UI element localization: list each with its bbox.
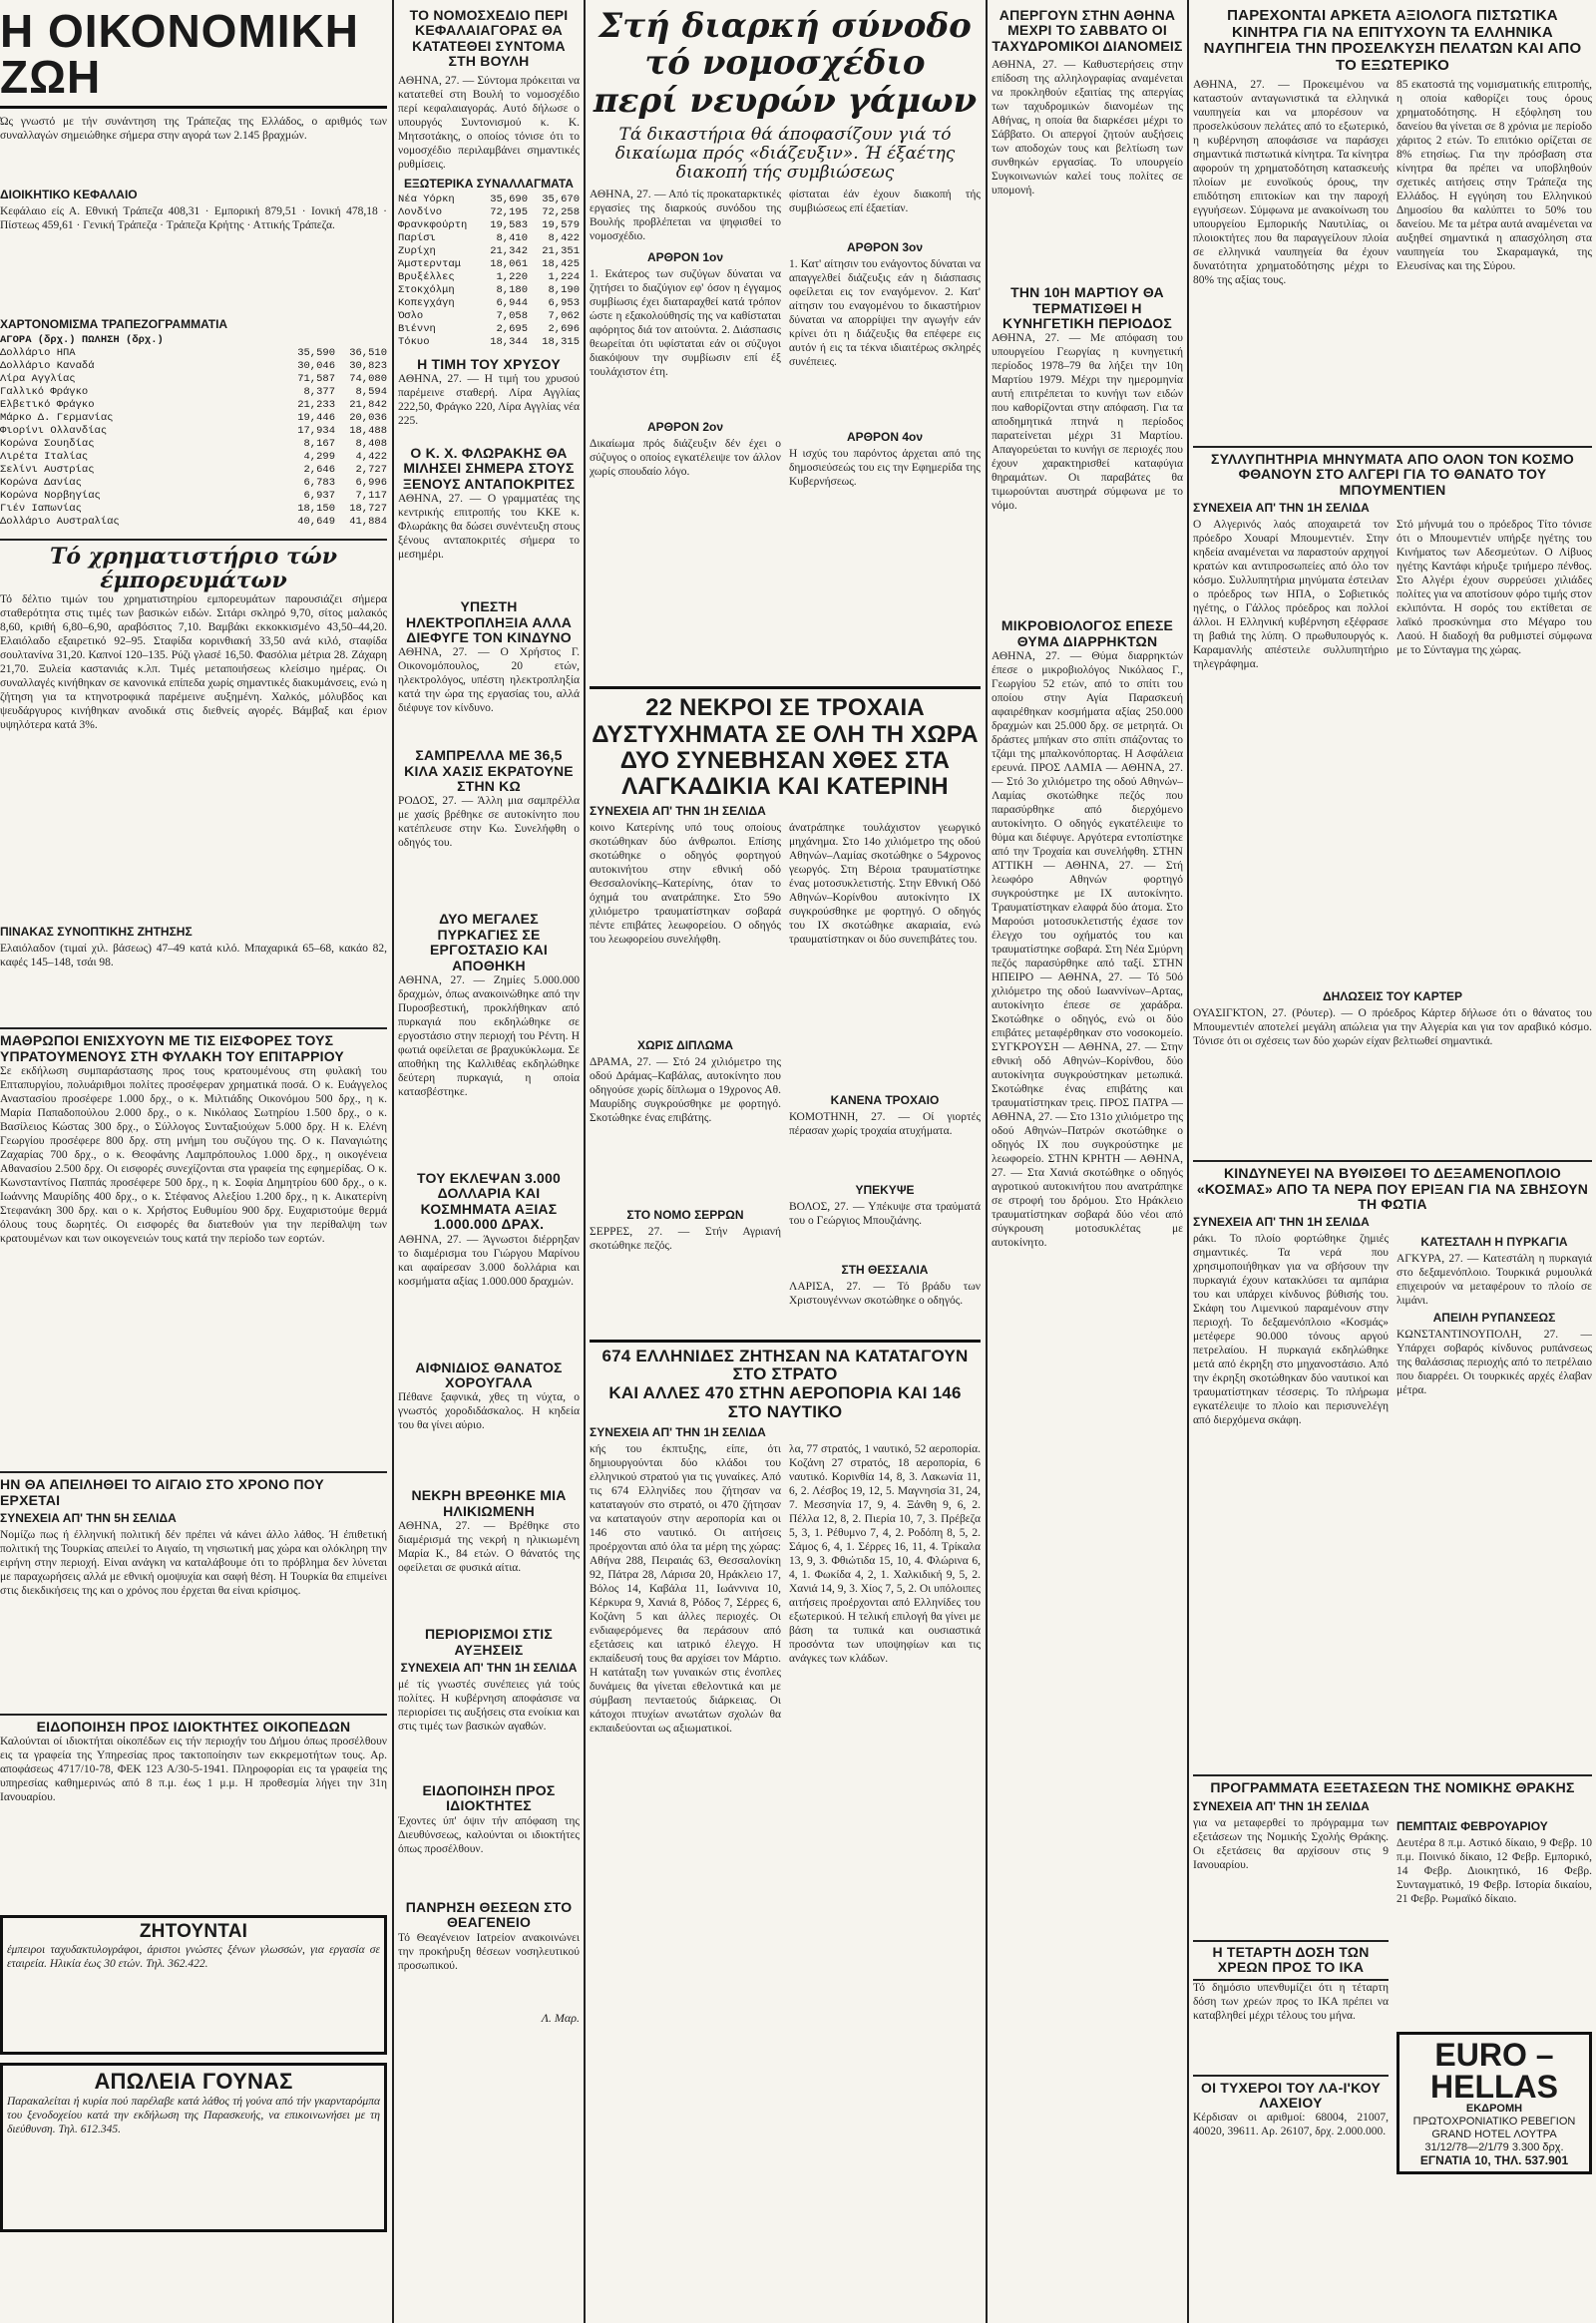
column-local (992, 8, 1183, 2320)
article-text: Δευτέρα 8 π.μ. Αστικό δίκαιο, 9 Φεβρ. 10 π.μ. Ποινικό δίκαιο, 12 Φεβρ. Εμπορικό, 14 Φεβρ. Διοικητικό, 16 Φεβρ. Συνταγματικό, 19 Φεβρ. Ιστορία δικαίου, 21 Φεβρ. Ρωμαϊκό δίκαιο. (1396, 1836, 1592, 1905)
table-row (0, 347, 387, 360)
article-text: Τό δέλτιο τιμών του χρηματιστηρίου εμπορευμάτων παρουσιάζει σήμερα σταθερότητα στις τιμές των βασικών ειδών. Σιτάρι σκληρό 9,70, σίτος μαλακός 8,60, κριθή 6,80–6,90, αραβόσιτος 7,10. Βαμβάκι εκκοκκισμένο 43,50–44,20. Ελαιόλαδο εξαιρετικό 92–95. Σταφίδα κορινθιακή 33,50 ανά κιλό, σταφίδα σουλτανίνα 31,20. Καπνοί 120–135. Ρύζι γλασέ 16,50. Φασόλια μέτρια 28. Ζάχαρη 21,70. Ξυλεία καστανιάς κ.λπ. Τιμές μεταποιήσεως κλείσιμο ημέρας. Οι συναλλαγές κινήθηκαν σε κανονικά επίπεδα χωρίς σημαντικές διακυμάνσεις, ενώ η ζήτηση για τα κτηνοτροφικά παρέμεινε αυξημένη. Χαλκός, μόλυβδος και ψευδάργυρος κινήθηκαν ανοδικά στις διεθνείς αγορές. Βάμβαξ και έριον υψηλότερα κατά 3%. (0, 593, 387, 732)
article-text: ΑΘΗΝΑ, 27. — Ο γραμματέας της κεντρικής επιτροπής του ΚΚΕ κ. Φλωράκης θα δώσει συνέντευξη στους ξένους ανταποκριτές σήμερα το μεσημέρι. (398, 493, 580, 562)
table-cell-value: 8,180 (496, 283, 528, 296)
table-row (398, 245, 580, 258)
article-text: 1. Κατ' αίτησιν του ενάγοντος δύναται να απαγγελθεί διάζευξις εάν η διάσπασις οφείλεται εις τον εναγόμενον. 2. Κατ' αίτησιν του εναγομένου το δικαστήριον δύναται να απορρίψει την αγωγήν εάν κρίνει ότι η διάζευξις θα επέφερε εις αυτόν ή εις τα τέκνα ιδιαιτέρως σκληρές συνέπειες. (789, 258, 981, 369)
article-text: Καλούνται οί ιδιοκτήται οίκοπέδων εις τήν περιοχήν του Δήμου όπως προσέλθουν εις τα γραφεία της Υπηρεσίας προς τακτοποίησιν των εκκρεμοτήτων τους. Αρ. αποφάσεως 4717/10-78, ΦΕΚ 123 Α/30-5-1941. Πληροφορίαι εις τα γραφεία της υπηρεσίας καθημερινώς από 8 π.μ. έως 1 μ.μ. Η προθεσμία λήγει την 31η Ιανουαρίου. (0, 1736, 387, 1804)
headline: Η ΤΙΜΗ ΤΟΥ ΧΡΥΣΟΥ (417, 355, 561, 372)
lead-article-col-a (590, 188, 781, 686)
table-cell-value: 8,410 (496, 231, 528, 244)
article-section: ΔΗΛΩΣΕΙΣ ΤΟΥ ΚΑΡΤΕΡ (1322, 989, 1463, 1004)
article-text: ΚΑΤΕΣΤΑΛΗ Η ΠΥΡΚΑΓΙΑ ΑΓΚΥΡΑ, 27. — Κατεστάλη η πυρκαγιά στο δεξαμενόπλοιο. Τουρκικά ρυμουλκά επιχειρούν να μεταφέρουν το πλοίο σε λιμάνι. ΑΠΕΙΛΗ ΡΥΠΑΝΣΕΩΣ ΚΩΝΣΤΑΝΤΙΝΟΥΠΟΛΗ, 27. — Υπάρχει σοβαρός κίνδυνος ρυπάνσεως της θαλάσσιας περιοχής από το πετρέλαιο που διαρρέει. Οι τουρκικές αρχές έλαβαν μέτρα. (1396, 1235, 1592, 1397)
table-cell-label: Στοκχόλμη (398, 283, 455, 296)
table-cell-value: 19,579 (542, 218, 580, 231)
signature: Λ. Μαρ. (541, 2010, 580, 2025)
article-text: ΑΘΗΝΑ, 27. — Άγνωστοι διέρρηξαν το διαμέρισμα του Γιώργου Μαρίνου και αφαίρεσαν 3.000 δολλάρια και κοσμήματα αξίας 1.000.000 δραχμών. (398, 1233, 580, 1288)
headline: ΟΙ ΤΥΧΕΡΟΙ ΤΟΥ ΛΑ-Ι'ΚΟΥ ΛΑΧΕΙΟΥ (1193, 2075, 1389, 2112)
table-cell-value: 6,783 (303, 477, 335, 489)
headline: ΚΙΝΔΥΝΕΥΕΙ ΝΑ ΒΥΘΙΣΘΕΙ ΤΟ ΔΕΞΑΜΕΝΟΠΛΟΙΟ «ΚΟΣΜΑΣ» ΑΠΟ ΤΑ ΝΕΡΑ ΠΟΥ ΕΡΙΞΑΝ ΓΙΑ ΝΑ ΣΒΗΣΟΥΝ ΤΗ ΦΩΤΙΑ (1193, 1160, 1592, 1212)
article-text: Έχοντες ύπ' όψιν τήν απόφαση της Διευθύνσεως, καλούνται οι ιδιοκτήτες όπως προσέλθουν. (398, 1814, 580, 1855)
table-cell-label: Άμστερνταμ (398, 257, 462, 270)
article-text: Σε εκδήλωση συμπαράστασης προς τους κρατουμένους στη φυλακή του Επταπυργίου, πολυάριθμοι πολίτες προσέφεραν χρηματικά ποσά. Ο κ. Ευάγγελος Αναστασίου προσέφερε 1.000 δρχ., ο κ. Μιλτιάδης Οικονόμου 500 δρχ., η κ. Μαρία Παπαδοπούλου 2.000 δρχ., ο κ. Νικόλαος Σωτηρίου 1.500 δρχ., ο κ. Βασίλειος Κώστας 300 δρχ., ο Σύλλογος Συνταξιούχων 5.000 δρχ. Η κ. Ελένη Γεωργίου προσέφερε 800 δρχ. στη μνήμη του συζύγου της. Ο κ. Παναγιώτης Ζαχαρίας 700 δρχ., ο κ. Θεοφάνης Λαμπρόπουλος 1.000 δρχ., η οικογένεια Αθανασίου 2.500 δρχ. Οι εισφορές συνεχίζονται στα γραφεία της εφημερίδας. Ο κ. Κωνσταντίνος Παππάς προσέφερε 500 δρχ., η κ. Σοφία Δημητρίου 600 δρχ., ο κ. Ιωάννης Μαυρίδης 400 δρχ., ο κ. Στέφανος Αλεξίου 1.200 δρχ., η κ. Αικατερίνη Στεφανάκη 300 δρχ. και ο κ. Χρήστος Ευθυμίου 900 δρχ. Ευχαριστούμε θερμά όλους τους δωρητές. Οι εισφορές θα διατεθούν για την περίθαλψη των κρατουμένων και των οικογενειών τους κατά την περίοδο των εορτών. (0, 1065, 387, 1246)
article-section: ΚΑΤΕΣΤΑΛΗ Η ΠΥΡΚΑΓΙΑ (1420, 1235, 1568, 1250)
headline: ΕΙΔΟΠΟΙΗΣΗ ΠΡΟΣ ΙΔΙΟΚΤΗΤΕΣ (422, 1781, 556, 1814)
lead-article-columns (590, 188, 981, 686)
continuation-note: ΣΥΝΕΧΕΙΑ ΑΠ' ΤΗΝ 5Η ΣΕΛΙΔΑ (0, 1510, 177, 1525)
table-cell-label: Όσλο (398, 309, 424, 322)
ad-line: ΕΚΔΡΟΜΗ (1465, 2102, 1523, 2115)
table-cell-value: 20,036 (349, 412, 387, 424)
headline: ΑΠΕΡΓΟΥΝ ΣΤΗΝ ΑΘΗΝΑ ΜΕΧΡΙ ΤΟ ΣΑΒΒΑΤΟ ΟΙ ΤΑΧΥΔΡΟΜΙΚΟΙ ΔΙΑΝΟΜΕΙΣ (992, 8, 1183, 54)
lead-headline-line3: περί νευρών γάμων (593, 80, 978, 121)
ad-title: EURO – HELLAS (1430, 2036, 1558, 2105)
exchange-table (398, 194, 580, 349)
table-cell-label: Δολλάριο Αυστραλίας (0, 516, 120, 528)
column-rule (392, 0, 394, 2323)
article-text: ΑΘΗΝΑ, 27. — Η τιμή του χρυσού παρέμεινε σταθερή. Λίρα Αγγλίας 222,50, Φράγκο 220, Λίρα Αγγλίας νέα 225. (398, 372, 580, 427)
article-columns (1193, 1816, 1592, 2195)
table-cell-label: Φιορίνι Ολλανδίας (0, 425, 108, 437)
table-cell-value: 7,058 (496, 309, 528, 322)
table-cell-value: 2,695 (496, 322, 528, 335)
table-cell-label: Λιρέτα Ιταλίας (0, 451, 89, 463)
column-rule (986, 0, 988, 2323)
table-cell-value: 74,080 (349, 373, 387, 385)
section-heading: ΠΙΝΑΚΑΣ ΣΥΝΟΠΤΙΚΗΣ ΖΗΤΗΣΗΣ (0, 925, 193, 940)
article-text: ΑΘΗΝΑ, 27. — Από τίς προκαταρκτικές εργασίες της διαρκούς συνόδου της Βουλής προβλέπεται να ψηφισθεί το νομοσχέδιο. (590, 189, 781, 243)
table-cell-label: Κορώνα Δανίας (0, 477, 82, 489)
article-text: Ο Αλγερινός λαός αποχαιρετά τον πρόεδρο Χουαρί Μπουμεντιέν. Στην κηδεία αναμένεται να παραστούν αρχηγοί κρατών και αντιπροσωπείες από όλο τον κόσμο. Συλλυπητήρια μηνύματα έστειλαν ο πρόεδρος των ΗΠΑ, ο Σοβιετικός ηγέτης, ο Γάλλος πρόεδρος και πολλοί άλλοι. Η Ελληνική κυβέρνηση εξέφρασε τη βαθιά της λύπη. Ο πρωθυπουργός κ. Καραμανλής απέστειλε συλλυπητήριο τηλεγράφημα. (1193, 519, 1389, 671)
article-text: ΑΘΗΝΑ, 27. — Ζημίες 5.000.000 δραχμών, όπως ανακοινώθηκε από την Πυροσβεστική, προκλήθηκαν από πυρκαγιά που εκδηλώθηκε σε εργοστάσιο στην περιοχή του Ρέντη. Η φωτιά οφείλεται σε βραχυκύκλωμα. Σε αποθήκη της Καλλιθέας εκδηλώθηκε δεύτερη πυρκαγιά, η οποία κατασβέστηκε. (398, 974, 580, 1099)
article-text: ΟΥΑΣΙΓΚΤΟΝ, 27. (Ρόυτερ). — Ο πρόεδρος Κάρτερ δήλωσε ότι ο θάνατος του Μπουμεντιέν αποτελεί μεγάλη απώλεια για την Αλγερία και για τον αραβικό κόσμο. Τόνισε ότι οι σχέσεις των δύο χωρών είχαν βελτιωθεί σημαντικά. (1193, 1007, 1592, 1048)
table-row (0, 360, 387, 373)
article-section: ΚΑΝΕΝΑ ΤΡΟΧΑΙΟ (830, 1092, 940, 1107)
article-text: ΑΘΗΝΑ, 27. — Σύντομα πρόκειται να κατατεθεί στη Βουλή το νομοσχέδιο περί κεφαλαιαγοράς. Αυτό δήλωσε ο υπουργός Συντονισμού κ. Κ. Μητσοτάκης, ο οποίος τόνισε ότι το νομοσχέδιο περιλαμβάνει σημαντικές ρυθμίσεις. (398, 74, 580, 171)
table-cell-value: 72,195 (490, 205, 528, 218)
table-row (398, 310, 580, 323)
table-cell-value: 6,953 (548, 296, 580, 309)
table-cell-label: Βρυξέλλες (398, 270, 455, 283)
table-row (0, 425, 387, 438)
article-section: ΑΠΕΙΛΗ ΡΥΠΑΝΣΕΩΣ (1432, 1311, 1556, 1326)
article-section: ΧΩΡΙΣ ΔΙΠΛΩΜΑ (637, 1037, 733, 1052)
table-cell-value: 2,646 (303, 464, 335, 476)
column-center (590, 8, 981, 2320)
article-text: 1. Εκάτερος των συζύγων δύναται να ζητήσει το διαζύγιον εφ' όσον η έγγαμος συμβίωσις έχει διαταραχθεί κατά τρόπον ώστε η εξακολούθησίς της να καθίσταται αφόρητος διά τον αιτούντα. 2. Διάσπασις θεωρείται ότι υφίσταται εάν οι σύζυγοι διακόψουν την συμβίωσιν επί έξ τουλάχιστον έτη. (590, 268, 781, 379)
headline: ΥΠΕΣΤΗ ΗΛΕΚΤΡΟΠΛΗΞΙΑ ΑΛΛΑ ΔΙΕΦΥΓΕ ΤΟΝ ΚΙΝΔΥΝΟ (405, 598, 573, 645)
article-text: ΣΕΡΡΕΣ, 27. — Στήν Αγριανή σκοτώθηκε πεζός. (590, 1225, 781, 1252)
article-text: Η ισχύς του παρόντος άρχεται από της δημοσιεύσεώς του εις την Εφημερίδα της Κυβερνήσεως. (789, 448, 981, 489)
ad-line: GRAND HOTEL ΛΟΥΤΡΑ (1431, 2128, 1557, 2140)
table-row (0, 490, 387, 503)
table-row (0, 386, 387, 399)
table-header: ΑΓΟΡΑ (δρχ.) ΠΩΛΗΣΗ (δρχ.) (0, 334, 164, 346)
article-text: ΡΟΔΟΣ, 27. — Άλλη μια σαμπρέλλα με χασίς βρέθηκε σε αυτοκίνητο που κατέπλευσε στην Κω. Συνελήφθη ο οδηγός του. (398, 795, 580, 850)
article-text: Ελαιόλαδον (τιμαί χιλ. βάσεως) 47–49 κατά κιλό. Μπαχαρικά 65–68, κακάο 82, καφές 145–148, τσάι 98. (0, 943, 387, 969)
article-text: για να μεταφερθεί το πρόγραμμα των εξετάσεων της Νομικής Σχολής Θράκης. Οι εξετάσεις θα αρχίσουν στις 9 Ιανουαρίου. (1193, 1816, 1389, 1871)
table-row (0, 373, 387, 386)
headline: ΔΥΟ ΜΕΓΑΛΕΣ ΠΥΡΚΑΓΙΕΣ ΣΕ ΕΡΓΟΣΤΑΣΙΟ ΚΑΙ ΑΠΟΘΗΚΗ (430, 911, 548, 973)
table-cell-value: 19,583 (490, 218, 528, 231)
article-text: ΑΘΗΝΑ, 27. — Με απόφαση του υπουργείου Γεωργίας η κυνηγετική περίοδος 1978–79 θα λήξει την 10η Μαρτίου 1979. Μέχρι την ημερομηνία αυτή επιτρέπεται το κυνήγι των ειδών που καθορίζονται στην απόφαση. Για τα αποδημητικά πτηνά η περίοδος παρατείνεται μέχρι 31 Μαρτίου. Απαγορεύεται το κυνήγι σε περιοχές που έχουν χαρακτηρισθεί καταφύγια θηραμάτων. Οι παραβάτες θα τιμωρούνται αυστηρά σύμφωνα με το νόμο. (992, 332, 1183, 513)
table-row (398, 271, 580, 284)
table-cell-value: 35,670 (542, 193, 580, 205)
article-text: Τό δημόσιο υπενθυμίζει ότι η τέταρτη δόση των χρεών προς το ΙΚΑ πρέπει να καταβληθεί μέχρι τέλους του μήνα. (1193, 1981, 1389, 2022)
section-heading: ΧΑΡΤΟΝΟΜΙΣΜΑ ΤΡΑΠΕΖΟΓΡΑΜΜΑΤΙΑ (0, 317, 228, 331)
headline: ΑΙΦΝΙΔΙΟΣ ΘΑΝΑΤΟΣ ΧΟΡΟΥΓΑΛΑ (415, 1358, 563, 1390)
article-text: Ώς γνωστό με τήν συνάντηση της Τράπεζας της Ελλάδος, ο αριθμός των συναλλαγών σημειώθηκε σήμερα στην αγορά των 2.145 βραχμών. (0, 116, 387, 142)
article-text: λα, 77 στρατός, 1 ναυτικό, 52 αεροπορία. Κοζάνη 27 στρατός, 18 αεροπορία, 6 ναυτικό. Κορινθία 14, 8, 3. Λακωνία 11, 6, 2. Λέσβος 19, 12, 5. Μαγνησία 31, 24, 7. Μεσσηνία 17, 9, 4. Ξάνθη 9, 6, 2. Πέλλα 12, 8, 2. Πιερία 10, 7, 3. Πρέβεζα 5, 3, 1. Ρέθυμνο 7, 4, 2. Ροδόπη 8, 5, 2. Σάμος 6, 4, 1. Σέρρες 16, 11, 4. Τρίκαλα 13, 9, 3. Φθιώτιδα 15, 10, 4. Φλώρινα 6, 4, 1. Φωκίδα 4, 2, 1. Χαλκιδική 9, 5, 2. Χανιά 14, 9, 3. Χίος 7, 5, 2. Οι υπόλοιπες αιτήσεις προέρχονται από Ελληνίδες του εξωτερικού. Η τελική επιλογή θα γίνει με βάση τα τυπικά και ουσιαστικά προσόντα των υποψηφίων και τις ανάγκες των κλάδων. (789, 1442, 981, 1665)
article-text: κής του έκπτυξης, είπε, ότι δημιουργούνται δύο κλάδοι του ελληνικού στρατού για τις γυναίκες. Από τις 674 Ελληνίδες που ζήτησαν να καταταγούν στο στρατό, οι 470 ζήτησαν να καταταγούν στην αεροπορία και οι 146 στο ναυτικό. Οι αιτήσεις προέρχονται από όλα τα μέρη της χώρας: Αθήνα 288, Πειραιάς 63, Θεσσαλονίκη 92, Πάτρα 28, Λάρισα 20, Ηράκλειο 17, Βόλος 14, Καβάλα 11, Ιωάννινα 10, Κέρκυρα 9, Χανιά 8, Ρόδος 7, Σέρρες 6, Κοζάνη 5 και άλλες περιοχές. Οι ενδιαφερόμενες θα περάσουν από εξετάσεις και ιατρικό έλεγχο. Η εκπαίδευσή τους θα αρχίσει τον Μάρτιο. Η κατάταξη των γυναικών στις ένοπλες δυνάμεις θα γίνεται εθελοντικά και με σύμβαση πενταετούς διάρκειας. Οι κάτοχοι πτυχίων ανωτάτων σχολών θα εκπαιδεύονται ως αξιωματικοί. (590, 1442, 781, 1735)
table-cell-label: Κοπεγχάγη (398, 296, 455, 309)
table-row (398, 284, 580, 297)
table-cell-value: 8,408 (355, 438, 387, 450)
advertisement (1396, 2032, 1592, 2174)
column-rule (584, 0, 586, 2323)
article-text: Νομίζω πως ή έλληνική πολιτική δέν πρέπει νά κάνει άλλο λάθος. Ή έπιθετική πολιτική της Τουρκίας απειλεί το Αιγαίο, τη νησιωτική μας χώρα και ολόκληρη την ειρήνη στην περιοχή. Είναι ανάγκη να καταλάβουμε ότι το πρόβλημα δεν λύνεται με παραχωρήσεις αλλά με εθνική ομοψυχία και σαφή θέση. Η Τουρκία θα επιμείνει στις διεκδικήσεις της και ο χρόνος που έρχεται θα είναι κρίσιμος. (0, 1528, 387, 1597)
table-row (398, 219, 580, 232)
table-cell-value: 17,934 (297, 425, 335, 437)
big-headline-line1: 22 ΝΕΚΡΟΙ ΣΕ ΤΡΟΧΑΙΑ ΔΥΣΤΥΧΗΜΑΤΑ ΣΕ ΟΛΗ ΤΗ ΧΩΡΑ (590, 686, 981, 748)
column-economic-life (0, 8, 387, 2320)
continuation-note: ΣΥΝΕΧΕΙΑ ΑΠ' ΤΗΝ 1Η ΣΕΛΙΔΑ (400, 1660, 578, 1675)
article-text: ΔΡΑΜΑ, 27. — Στό 24 χιλιόμετρο της οδού Δράμας–Καβάλας, αυτοκίνητο που οδηγούσε χωρίς δίπλωμα ο 19χρονος Αθ. Μαυρίδης συγκρούσθηκε με φορτηγό. Σκοτώθηκε ένας επιβάτης. (590, 1055, 781, 1124)
currency-table (0, 347, 387, 529)
table-cell-value: 18,727 (349, 503, 387, 515)
article-text: άνατράπηκε τουλάχιστον γεωργικό μηχάνημα. Στο 14ο χιλιόμετρο της οδού Αθηνών–Λαμίας σκοτώθηκε ο 54χρονος γεωργός. Στη Βέροια τραυματίστηκε ένας μοτοσυκλετιστής. Στην Εθνική Οδό Αθηνών–Κορίνθου αυτοκίνητο ΙΧ συγκρούσθηκε με φορτηγό. Ο οδηγός του ΙΧ σκοτώθηκε ακαριαία, ενώ τραυματίστηκαν οι δύο συνεπιβάτες του. (789, 821, 981, 946)
table-cell-label: Δολλάριο Καναδά (0, 360, 95, 372)
table-cell-value: 41,884 (349, 516, 387, 528)
table-cell-value: 40,649 (297, 516, 335, 528)
article-section: ΑΡΘΡΟΝ 3ον (846, 240, 924, 255)
table-row (398, 323, 580, 336)
table-row (0, 451, 387, 464)
headline: ΣΥΛΛΥΠΗΤΗΡΙΑ ΜΗΝΥΜΑΤΑ ΑΠΟ ΟΛΟΝ ΤΟΝ ΚΟΣΜΟ ΦΘΑΝΟΥΝ ΣΤΟ ΑΛΓΕΡΙ ΓΙΑ ΤΟ ΘΑΝΑΤΟ ΤΟΥ ΜΠΟΥΜΕΝΤΙΕΝ (1193, 446, 1592, 498)
continuation-note: ΣΥΝΕΧΕΙΑ ΑΠ' ΤΗΝ 1Η ΣΕΛΙΔΑ (1193, 501, 1370, 516)
article-text: Τό Θεαγένειον Ιατρείον ανακοινώνει την προκήρυξη θέσεων νοσηλευτικού προσωπικού. (398, 1931, 580, 1972)
table-row (0, 477, 387, 490)
column-world (1193, 8, 1592, 2320)
article-text: ΑΘΗΝΑ, 27. — Προκειμένου να καταστούν ανταγωνιστικά τα ελληνικά ναυπηγεία και να μπορέσουν να προσελκύσουν πελάτες από το εξωτερικό, η κυβέρνηση αποφάσισε να παράσχει σημαντικά πιστωτικά κίνητρα. Τα κίνητρα αφορούν τη χρηματοδότηση κατασκευής πλοίων με ευνοϊκούς όρους, την επιδότηση επιτοκίων και την παροχή εγγυήσεων. Σύμφωνα με ανακοίνωση του υπουργείου Εμπορικής Ναυτιλίας, οι πλοιοκτήτες που θα παραγγείλουν πλοία σε ελληνικά ναυπηγεία θα έχουν δυνατότητα χρηματοδότησης μέχρι το 80% της αξίας τους. (1193, 79, 1389, 286)
table-cell-value: 1,220 (496, 270, 528, 283)
table-cell-label: Λίρα Αγγλίας (0, 373, 76, 385)
table-row (398, 336, 580, 349)
headline: ΜΙΚΡΟΒΙΟΛΟΓΟΣ ΕΠΕΣΕ ΘΥΜΑ ΔΙΑΡΡΗΚΤΩΝ (1000, 617, 1174, 649)
table-cell-value: 35,590 (297, 347, 335, 359)
table-cell-value: 7,117 (355, 490, 387, 502)
article-text: ΑΘΗΝΑ, 27. — Ο Χρήστος Γ. Οικονομόπουλος, 20 ετών, ηλεκτρολόγος, υπέστη ηλεκτροπληξία κατά την ώρα της εργασίας του, αλλά διέφυγε τον κίνδυνο. (398, 646, 580, 715)
article-text: Δικαίωμα πρός διάζευξιν δέν έχει ο σύζυγος ο οποίος εγκατέλειψε τον άλλον χωρίς σπουδαίο λόγο. (590, 438, 781, 479)
article-section: ΣΤΗ ΘΕΣΣΑΛΙΑ (841, 1262, 929, 1277)
headline: Ο Κ. Χ. ΦΛΩΡΑΚΗΣ ΘΑ ΜΙΛΗΣΕΙ ΣΗΜΕΡΑ ΣΤΟΥΣ ΞΕΝΟΥΣ ΑΝΤΑΠΟΚΡΙΤΕΣ (402, 444, 576, 492)
table-cell-label: Γαλλικό Φράγκο (0, 386, 89, 398)
article-section: ΑΡΘΡΟΝ 4ον (846, 430, 924, 445)
article-text: ΛΑΡΙΣΑ, 27. — Τό βράδυ των Χριστουγέννων σκοτώθηκε ο οδηγός. (789, 1280, 981, 1307)
table-cell-value: 2,727 (355, 464, 387, 476)
table-cell-label: Ζυρίχη (398, 244, 436, 257)
section-heading: ΜΑΘΡΩΠΟΙ ΕΝΙΣΧΥΟΥΝ ΜΕ ΤΙΣ ΕΙΣΦΟΡΕΣ ΤΟΥΣ ΥΠΡΑΤΟΥΜΕΝΟΥΣ ΣΤΗ ΦΥΛΑΚΗ ΤΟΥ ΕΠΙΤΑΡΡΙΟΥ (0, 1027, 387, 1064)
article-section: ΠΕΜΠΤΑΙΣ ΦΕΒΡΟΥΑΡΙΟΥ (1396, 1818, 1548, 1833)
table-cell-value: 21,233 (297, 399, 335, 411)
article-text: Πέθανε ξαφνικά, χθες τη νύχτα, ο γνωστός χοροδιδάσκαλος. Η κηδεία του θα γίνει αύριο. (398, 1391, 580, 1432)
army-headline-line2: ΚΑΙ ΑΛΛΕΣ 470 ΣΤΗΝ ΑΕΡΟΠΟΡΙΑ ΚΑΙ 146 ΣΤΟ ΝΑΥΤΙΚΟ (608, 1383, 962, 1421)
table-row (0, 516, 387, 529)
article-columns (1193, 1232, 1592, 1770)
article-text: ΒΟΛΟΣ, 27. — Υπέκυψε στα τραύματά του ο Γεώργιος Μπουζιάνης. (789, 1200, 981, 1227)
table-cell-value: 1,224 (548, 270, 580, 283)
table-cell-value: 4,299 (303, 451, 335, 463)
headline: Η ΤΕΤΑΡΤΗ ΔΟΣΗ ΤΩΝ ΧΡΕΩΝ ΠΡΟΣ ΤΟ ΙΚΑ (1193, 1940, 1389, 1981)
table-cell-label: Τόκυο (398, 335, 430, 348)
table-row (398, 194, 580, 206)
article-text: κοινο Κατερίνης υπό τους οποίους σκοτώθηκαν δύο άνθρωποι. Επίσης σκοτώθηκε ο οδηγός φορτηγού αυτοκινήτου στην εθνική οδό Θεσσαλονίκης–Κατερίνης, όταν το όχημά του ανατράπηκε. Στο 59ο χιλιόμετρο τραυματίστηκαν σοβαρά πέντε επιβάτες λεωφορείου. Ο οδηγός του λεωφορείου συνελήφθη. (590, 821, 781, 946)
table-cell-value: 7,062 (548, 309, 580, 322)
table-cell-value: 35,690 (490, 193, 528, 205)
headline: ΤΟΥ ΕΚΛΕΨΑΝ 3.000 ΔΟΛΛΑΡΙΑ ΚΑΙ ΚΟΣΜΗΜΑΤΑ ΑΞΙΑΣ 1.000.000 ΔΡΑΧ. (416, 1170, 562, 1233)
continuation-note: ΣΥΝΕΧΕΙΑ ΑΠ' ΤΗΝ 1Η ΣΕΛΙΔΑ (590, 1424, 766, 1439)
article-text: μέ τίς γνωστές συνέπειες γιά τούς πολίτες. Η κυβέρνηση αποφάσισε να περιορίσει τις αυξήσεις στα ενοίκια και στις τιμές των βασικών αγαθών. (398, 1678, 580, 1733)
table-cell-value: 18,061 (490, 257, 528, 270)
classified-ad (0, 2063, 387, 2232)
table-row (398, 232, 580, 245)
table-cell-label: Λονδίνο (398, 205, 443, 218)
accidents-col-a (590, 821, 781, 1340)
article-text: 85 εκατοστά της νομισματικής επιτροπής, η οποία καθορίζει τους όρους χρηματοδότησης. Η εξόφληση του δανείου θα γίνεται σε 8 χρόνια με περίοδο χάριτος 2 ετών. Το επιτόκιο ορίζεται σε 8% ετησίως. Για την πρόσβαση στα κίνητρα θα πρέπει να υποβληθούν σχετικές αιτήσεις στην Τράπεζα της Ελλάδος. Η εγγύηση του Ελληνικού Δημοσίου θα καλύπτει το 50% του δανείου. Με τα μέτρα αυτά αναμένεται να αυξηθεί σημαντικά η απασχόληση στα ναυπηγεία του Σκαραμαγκά, της Ελευσίνας και της Σύρου. (1396, 79, 1592, 272)
exam-col (1193, 1816, 1389, 2195)
article-text: ΑΘΗΝΑ, 27. — Καθυστερήσεις στην επίδοση της αλληλογραφίας αναμένεται να προκληθούν εξαιτίας της απεργίας των ταχυδρομικών διανομέων της Αθήνας, η οποία θα διαρκέσει μέχρι το Σάββατο. Οι απεργοί ζητούν αυξήσεις των αποδοχών τους και βελτίωση των συνθηκών εργασίας. Το υπουργείο Συγκοινωνιών καλεί τους πολίτες σε υπομονή. (992, 59, 1183, 197)
headline: ΣΑΜΠΡΕΛΛΑ ΜΕ 36,5 ΚΙΛΑ ΧΑΣΙΣ ΕΚΡΑΤΟΥΝΕ ΣΤΗΝ ΚΩ (404, 747, 574, 795)
article-text: ΑΘΗΝΑ, 27. — Βρέθηκε στο διαμέρισμά της νεκρή η ηλικιωμένη Μαρία Κ., 84 ετών. Ο θάνατός της οφείλεται σε φυσικά αίτια. (398, 1520, 580, 1575)
table-row (398, 297, 580, 310)
table-cell-value: 19,446 (297, 412, 335, 424)
table-cell-label: Βιέννη (398, 322, 436, 335)
article-text: Κέρδισαν οι αριθμοί: 68004, 21007, 40020, 39611. Αρ. 26107, δρχ. 2.000.000. (1193, 2112, 1389, 2138)
table-cell-value: 21,351 (542, 244, 580, 257)
accidents-col-b (789, 821, 981, 1340)
table-row (0, 503, 387, 516)
table-cell-value: 6,944 (496, 296, 528, 309)
table-cell-value: 18,315 (542, 335, 580, 348)
table-cell-value: 8,190 (548, 283, 580, 296)
article-section: ΣΤΟ ΝΟΜΟ ΣΕΡΡΩΝ (626, 1207, 744, 1222)
table-cell-label: Γιέν Ιαπωνίας (0, 503, 82, 515)
headline: ΤΗΝ 10Η ΜΑΡΤΙΟΥ ΘΑ ΤΕΡΜΑΤΙΣΘΕΙ Η ΚΥΝΗΓΕΤΙΚΗ ΠΕΡΙΟΔΟΣ (1002, 284, 1172, 331)
section-heading: Τό χρηματιστήριο τών έμπορευμάτων (0, 539, 387, 592)
table-cell-value: 8,594 (355, 386, 387, 398)
headline: ΠΕΡΙΟΡΙΣΜΟΙ ΣΤΙΣ ΑΥΞΗΣΕΙΣ (425, 1626, 553, 1658)
section-heading: ΗΝ ΘΑ ΑΠΕΙΛΗΘΕΙ ΤΟ ΑΙΓΑΙΟ ΣΤΟ ΧΡΟΝΟ ΠΟΥ ΕΡΧΕΤΑΙ (0, 1471, 387, 1508)
table-cell-label: Κορώνα Νορβηγίας (0, 490, 101, 502)
table-cell-value: 30,823 (349, 360, 387, 372)
table-cell-label: Δολλάριο ΗΠΑ (0, 347, 76, 359)
table-cell-value: 8,167 (303, 438, 335, 450)
article-columns (1193, 518, 1592, 986)
article-text: ΚΟΜΟΤΗΝΗ, 27. — Οί γιορτές πέρασαν χωρίς τροχαία ατυχήματα. (789, 1110, 981, 1137)
continuation-note: ΣΥΝΕΧΕΙΑ ΑΠ' ΤΗΝ 1Η ΣΕΛΙΔΑ (1193, 1215, 1370, 1230)
table-cell-value: 4,422 (355, 451, 387, 463)
ad-phone: ΕΓΝΑΤΙΑ 10, ΤΗΛ. 537.901 (1419, 2152, 1569, 2167)
article-text: Στό μήνυμά του ο πρόεδρος Τίτο τόνισε ότι ο Μπουμεντιέν υπήρξε ηγέτης του Κινήματος των Αδεσμεύτων. Ο Λίβυος ηγέτης Καντάφι κήρυξε τριήμερο πένθος. Στο Αλγέρι έχουν συρρεύσει χιλιάδες πολίτες για να αποτίσουν φόρο τιμής στον εκλιπόντα. Η σορός του εκτίθεται σε λαϊκό προσκύνημα στο Μέγαρο του Λαού. Η διαδοχή θα ρυθμιστεί σύμφωνα με το Σύνταγμα της χώρας. (1396, 519, 1592, 657)
article-section: ΑΡΘΡΟΝ 1ον (646, 250, 724, 265)
table-cell-label: Μάρκο Δ. Γερμανίας (0, 412, 114, 424)
table-cell-label: Ελβετικό Φράγκο (0, 399, 95, 411)
article-section: ΑΡΘΡΟΝ 2ον (646, 420, 724, 435)
classified-ad (0, 1915, 387, 2055)
section-heading: ΔΙΟΙΚΗΤΙΚΟ ΚΕΦΑΛΑΙΟ (0, 188, 138, 201)
article-section: ΥΠΕΚΥΨΕ (855, 1182, 915, 1197)
headline: ΠΡΟΓΡΑΜΜΑΤΑ ΕΞΕΤΑΣΕΩΝ ΤΗΣ ΝΟΜΙΚΗΣ ΘΡΑΚΗΣ (1193, 1774, 1592, 1795)
continuation-note: ΣΥΝΕΧΕΙΑ ΑΠ' ΤΗΝ 1Η ΣΕΛΙΔΑ (590, 803, 766, 818)
table-cell-label: Κορώνα Σουηδίας (0, 438, 95, 450)
table-cell-label: Σελίνι Αυστρίας (0, 464, 95, 476)
table-cell-value: 21,842 (349, 399, 387, 411)
article-text: Κεφάλαιο είς Α. Εθνική Τράπεζα 408,31 · Εμπορική 879,51 · Ιονική 478,18 · Πίστεως 459,61 · Γενική Τράπεζα · Τράπεζα Κρήτης · Αττικής Τράπεζα. (0, 205, 387, 231)
continuation-note: ΣΥΝΕΧΕΙΑ ΑΠ' ΤΗΝ 1Η ΣΕΛΙΔΑ (1193, 1798, 1370, 1813)
table-cell-value: 2,696 (548, 322, 580, 335)
table-row (398, 206, 580, 219)
table-cell-value: 30,046 (297, 360, 335, 372)
table-cell-value: 6,996 (355, 477, 387, 489)
article-text: ράκι. Το πλοίο φορτώθηκε ζημιές σημαντικές. Τα νερά που χρησιμοποιήθηκαν για να σβήσουν την πυρκαγιά έχουν κατακλύσει τα αμπάρια του και υπάρχει κίνδυνος βύθισής του. Σκάφη του Λιμενικού παραμένουν στην περιοχή. Το δεξαμενόπλοιο «Κοσμάς» μετέφερε 90.000 τόνους αργού πετρελαίου. Η πυρκαγιά εκδηλώθηκε μετά από έκρηξη στο μηχανοστάσιο. Από την έκρηξη σκοτώθηκαν δύο ναυτικοί και τραυματίστηκαν τέσσερις. Το πλήρωμα εγκατέλειψε το πλοίο και περισυνελέγη από διερχόμενα σκάφη. (1193, 1233, 1389, 1427)
ad-text: Παρακαλείται ή κυρία πού παρέλαβε κατά λάθος τή γούνα από τήν γκαρνταρόμπα του ξενοδοχείου κατά την εκδήλωση της Παρασκευής, να επικοινωνήσει με τη διεύθυνση. Τηλ. 612.345. (7, 2095, 380, 2135)
ad-heading: ΖΗΤΟΥΝΤΑΙ (139, 1921, 248, 1943)
table-cell-value: 6,937 (303, 490, 335, 502)
ad-text: έμπειροι ταχυδακτυλογράφοι, άριστοι γνώστες ξένων γλωσσών, για εργασία σε εταιρεία. Ηλικία έως 30 ετών. Τηλ. 362.422. (7, 1944, 380, 1971)
table-cell-value: 8,422 (548, 231, 580, 244)
ad-line: ΠΡΩΤΟΧΡΟΝΙΑΤΙΚΟ ΡΕΒΕΓΙΟΝ (1412, 2115, 1576, 2128)
column-rule (1187, 0, 1189, 2323)
table-cell-label: Παρίσι (398, 231, 436, 244)
headline: ΠΑΝΡΗΣΗ ΘΕΣΕΩΝ ΣΤΟ ΘΕΑΓΕΝΕΙΟ (405, 1898, 573, 1931)
table-cell-value: 8,377 (303, 386, 335, 398)
article-text: ΑΘΗΝΑ, 27. — Θύμα διαρρηκτών έπεσε ο μικροβιολόγος Νικόλαος Γ., Γεωργίου 52 ετών, από το σπίτι του οποίου στην Αγία Παρασκευή αφαιρέθηκαν κοσμήματα αξίας 250.000 δραχμών και 25.000 δρχ. σε μετρητά. Οι δράστες μπήκαν στο σπίτι σπάζοντας το τζάμι της μπαλκονόπορτας. Η Ασφάλεια ερευνά. ΠΡΟΣ ΛΑΜΙΑ — ΑΘΗΝΑ, 27. — Στό 3ο χιλιόμετρο της οδού Αθηνών–Λαμίας σκοτώθηκε πεζός που παρασύρθηκε από διερχόμενο αυτοκίνητο. Ο οδηγός εγκατέλειψε το θύμα και διέφυγε. Αργότερα εντοπίστηκε από την Τροχαία και συνελήφθη. ΣΤΗΝ ΑΤΤΙΚΗ — ΑΘΗΝΑ, 27. — Στή λεωφόρο Αθηνών φορτηγό συγκρούστηκε με ΙΧ αυτοκίνητο. Τραυματίστηκαν ελαφρά δύο άτομα. Στο Μαρούσι μοτοσυκλετιστής έχασε τον έλεγχο του οχήματός του και τραυματίστηκε σοβαρά. Στη Νέα Σμύρνη πεζός παρασύρθηκε από ταξί. ΣΤΗΝ ΗΠΕΙΡΟ — ΑΘΗΝΑ, 27. — Τό 50ό χιλιόμετρο της οδού Ιωαννίνων–Αρτας, αυτοκίνητο έπεσε σε χαράδρα. Σκοτώθηκε ο οδηγός, ενώ οι δύο επιβάτες μεταφέρθηκαν στο νοσοκομείο. ΣΥΓΚΡΟΥΣΗ — ΑΘΗΝΑ, 27. — Στην εθνική οδό Αθηνών–Κορίνθου, δύο αυτοκίνητα συγκρούστηκαν μετωπικά. Σκοτώθηκε ένας επιβάτης και τραυματίστηκαν τρεις. ΠΡΟΣ ΠΑΤΡΑ — ΑΘΗΝΑ, 27. — Στο 131ο χιλιόμετρο της οδού Αθηνών–Πατρών σκοτώθηκε ο οδηγός ΙΧ που συγκρούστηκε με λεωφορείο. ΣΤΗΝ ΚΡΗΤΗ — ΑΘΗΝΑ, 27. — Στα Χανιά σκοτώθηκε ο οδηγός αγροτικού αυτοκινήτου που ανατράπηκε σε στροφή του δρόμου. Στο Ηράκλειο τραυματίστηκαν σοβαρά δύο νέοι από σύγκρουση μοτοσυκλέτας με αυτοκίνητο. (992, 650, 1183, 1250)
big-headline-line2: ΔΥΟ ΣΥΝΕΒΗΣΑΝ ΧΘΕΣ ΣΤΑ ΛΑΓΚΑΔΙΚΙΑ ΚΑΙ ΚΑΤΕΡΙΝΗ (619, 747, 951, 801)
army-columns (590, 1442, 981, 1996)
lead-subtitle: Τά δικαστήρια θά άποφασίζουν γιά τό δικαίωμα πρός «διάζευξιν». Ή έξαέτης διακοπή τής συμβιώσεως (614, 125, 956, 183)
exam-col (1396, 1816, 1592, 2195)
army-headline-line1: 674 ΕΛΛΗΝΙΔΕΣ ΖΗΤΗΣΑΝ ΝΑ ΚΑΤΑΤΑΓΟΥΝ ΣΤΟ ΣΤΡΑΤΟ (590, 1340, 981, 1384)
table-cell-value: 18,344 (490, 335, 528, 348)
ad-heading: ΑΠΩΛΕΙΑ ΓΟΥΝΑΣ (94, 2069, 293, 2095)
lead-headline-line2: τό νομοσχέδιο (644, 43, 926, 84)
table-cell-value: 18,425 (542, 257, 580, 270)
column-news (398, 8, 580, 2320)
table-cell-value: 71,587 (297, 373, 335, 385)
lead-article-col-b (789, 188, 981, 686)
table-row (0, 412, 387, 425)
table-row (0, 399, 387, 412)
table-cell-value: 36,510 (349, 347, 387, 359)
table-cell-label: Νέα Υόρκη (398, 193, 455, 205)
headline: ΠΑΡΕΧΟΝΤΑΙ ΑΡΚΕΤΑ ΑΞΙΟΛΟΓΑ ΠΙΣΤΩΤΙΚΑ ΚΙΝΗΤΡΑ ΓΙΑ ΝΑ ΕΠΙΤΥΧΟΥΝ ΤΑ ΕΛΛΗΝΙΚΑ ΝΑΥΠΗΓΕΙΑ ΤΗΝ ΠΡΟΣΕΛΚΥΣΗ ΠΕΛΑΤΩΝ ΚΑΙ ΑΠΟ ΤΟ ΕΞΩΤΕΡΙΚΟ (1203, 8, 1582, 74)
table-title: ΕΞΩΤΕΡΙΚΑ ΣΥΝΑΛΛΑΓΜΑΤΑ (404, 176, 574, 191)
table-row (0, 464, 387, 477)
headline: ΤΟ ΝΟΜΟΣΧΕΔΙΟ ΠΕΡΙ ΚΕΦΑΛΑΙΑΓΟΡΑΣ ΘΑ ΚΑΤΑΤΕΘΕΙ ΣΥΝΤΟΜΑ ΣΤΗ ΒΟΥΛΗ (409, 8, 569, 70)
table-cell-value: 21,342 (490, 244, 528, 257)
table-cell-value: 18,150 (297, 503, 335, 515)
masthead: Η ΟΙΚΟΝΟΜΙΚΗ ΖΩΗ (0, 8, 387, 109)
table-cell-value: 18,488 (349, 425, 387, 437)
ad-line: 31/12/78—2/1/79 3.300 δρχ. (1424, 2140, 1564, 2153)
article-text: φίσταται έάν έχουν διακοπή τής συμβιώσεως επί έξαετίαν. (789, 189, 981, 215)
section-heading: ΕΙΔΟΠΟΙΗΣΗ ΠΡΟΣ ΙΔΙΟΚΤΗΤΕΣ ΟΙΚΟΠΕΔΩΝ (0, 1714, 387, 1735)
table-cell-label: Φρανκφούρτη (398, 218, 468, 231)
table-row (0, 438, 387, 451)
headline: ΝΕΚΡΗ ΒΡΕΘΗΚΕ ΜΙΑ ΗΛΙΚΙΩΜΕΝΗ (411, 1487, 567, 1519)
article-columns (1193, 78, 1592, 442)
accidents-columns (590, 821, 981, 1340)
table-cell-value: 72,258 (542, 205, 580, 218)
lead-headline-line1: Στή διαρκή σύνοδο (598, 8, 972, 46)
table-row (398, 258, 580, 271)
